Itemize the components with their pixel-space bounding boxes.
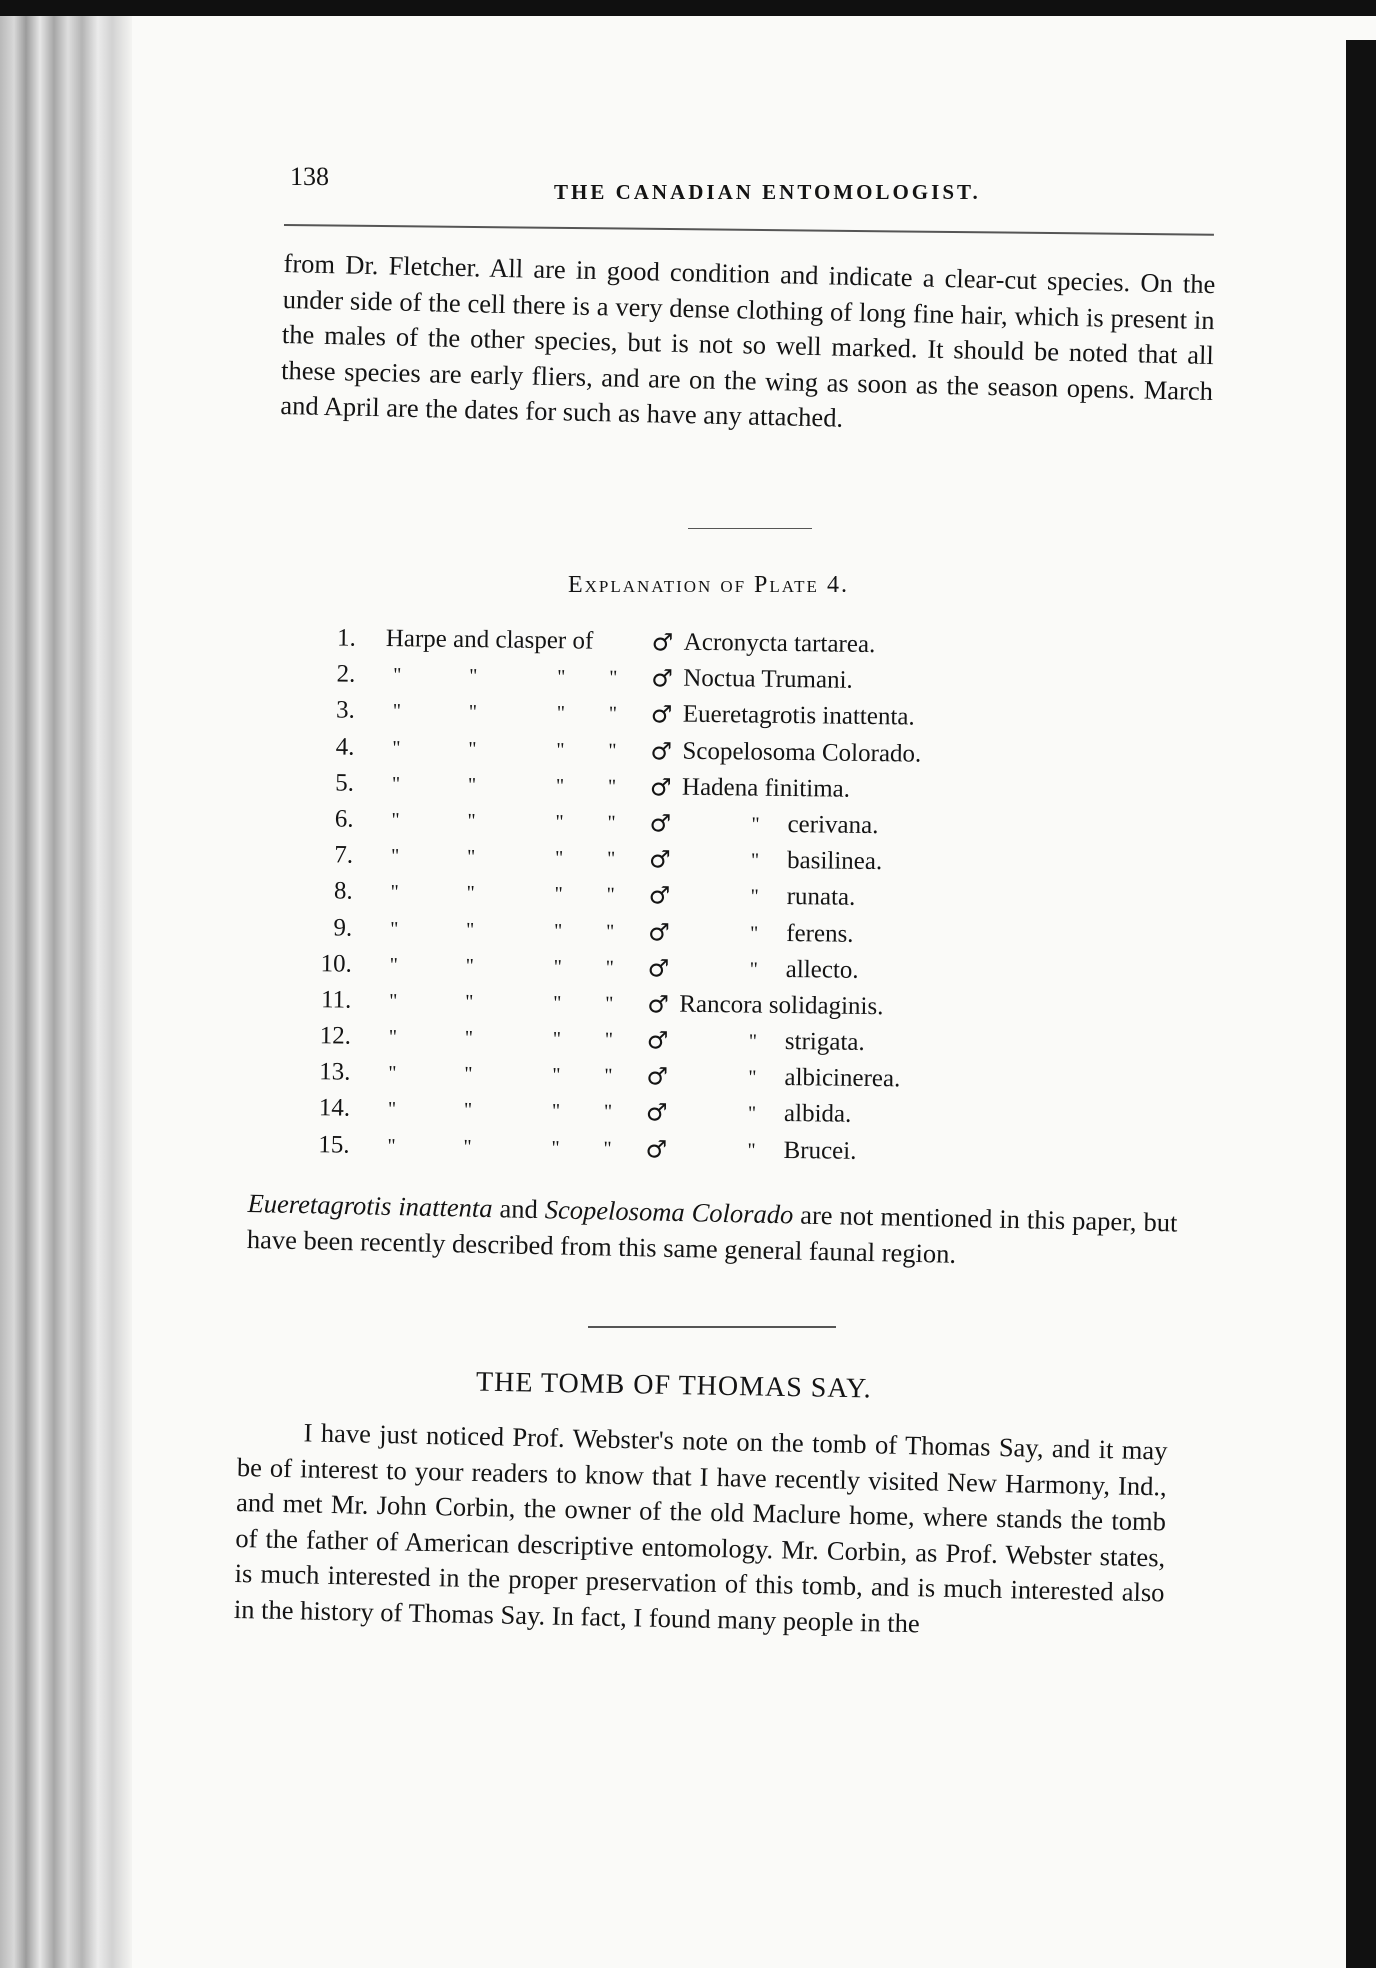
ditto-mark: " <box>391 809 400 832</box>
item-number: 1. <box>336 624 356 652</box>
ditto-mark: " <box>387 1098 397 1121</box>
male-symbol: ♂ <box>649 773 672 802</box>
section-divider <box>688 528 812 529</box>
ditto-mark: " <box>387 1134 396 1157</box>
male-symbol: ♂ <box>648 845 671 874</box>
item-description: Harpe and clasper of <box>385 625 594 655</box>
ditto-mark: " <box>557 666 566 689</box>
genus-ditto-mark: " <box>750 885 759 908</box>
species-name: basilinea. <box>786 847 883 876</box>
ditto-mark: " <box>391 772 401 795</box>
ditto-mark: " <box>466 846 476 869</box>
ditto-mark: " <box>604 1065 613 1088</box>
item-number: 6. <box>334 805 354 833</box>
ditto-mark: " <box>606 847 616 870</box>
species-name: Brucei. <box>783 1136 857 1165</box>
page-number: 138 <box>290 162 329 191</box>
ditto-mark: " <box>554 883 563 906</box>
species-name: Hadena finitima. <box>681 773 851 803</box>
header-rule <box>284 224 1214 236</box>
species-name: ferens. <box>786 919 854 948</box>
male-symbol: ♂ <box>651 664 673 693</box>
species-name: Noctua Trumani. <box>683 664 853 694</box>
male-symbol: ♂ <box>647 990 670 1019</box>
book-gutter <box>0 0 132 1968</box>
ditto-mark: " <box>605 956 614 979</box>
item-number: 4. <box>335 733 355 761</box>
ditto-mark: " <box>464 1063 473 1086</box>
ditto-mark: " <box>607 811 616 834</box>
species-name: Eueretagrotis inattenta. <box>682 701 915 731</box>
item-number: 12. <box>319 1022 352 1050</box>
genus-ditto-mark: " <box>750 849 760 872</box>
plate-note-paragraph <box>247 1186 1178 1276</box>
male-symbol: ♂ <box>646 1026 669 1055</box>
article-body <box>234 1414 1168 1646</box>
plate-explanation-list <box>293 620 1020 1172</box>
ditto-mark: " <box>556 702 566 725</box>
note-text: and <box>492 1193 546 1225</box>
item-number: 14. <box>318 1094 351 1123</box>
ditto-mark: " <box>392 700 402 723</box>
species-name-italic: Eueretagrotis inattenta <box>247 1187 493 1224</box>
ditto-mark: " <box>389 953 399 976</box>
genus-ditto-mark: " <box>748 1030 758 1053</box>
species-name: runata. <box>786 883 856 912</box>
ditto-mark: " <box>604 1028 614 1051</box>
paragraph-text: from Dr. Fletcher. All are in good condition and indicate a clear-cut species. On the under side of the cell there is a very dense clothing of long fine hair, which is present in the males of the other species, but is not so well marked. It should be noted that all these species are early fliers, and are on the wing as soon as the season opens. March and April are the dates for such as have any attached. <box>280 247 1216 433</box>
ditto-mark: " <box>556 738 565 761</box>
male-symbol: ♂ <box>650 700 673 729</box>
article-title: THE TOMB OF THOMAS SAY. <box>475 1366 872 1405</box>
ditto-mark: " <box>606 884 615 907</box>
ditto-mark: " <box>553 955 562 978</box>
species-name-italic: Scopelosoma Colorado <box>544 1194 794 1230</box>
ditto-mark: " <box>551 1100 561 1123</box>
ditto-mark: " <box>555 811 564 834</box>
genus-ditto-mark: " <box>751 813 760 836</box>
ditto-mark: " <box>463 1099 473 1122</box>
genus-ditto-mark: " <box>748 1066 757 1089</box>
ditto-mark: " <box>603 1101 613 1124</box>
ditto-mark: " <box>390 917 399 940</box>
item-number: 7. <box>334 841 354 869</box>
paragraph-continued <box>280 246 1216 445</box>
ditto-mark: " <box>553 919 563 942</box>
scan-top-border <box>0 0 1376 16</box>
ditto-mark: " <box>466 882 475 905</box>
species-name: cerivana. <box>787 810 879 840</box>
ditto-mark: " <box>468 737 477 760</box>
ditto-mark: " <box>392 736 401 759</box>
scan-right-border <box>1346 40 1376 1968</box>
item-number: 3. <box>335 696 356 725</box>
species-name: Scopelosoma Colorado. <box>682 737 922 768</box>
article-divider <box>588 1326 836 1328</box>
ditto-mark: " <box>464 1027 474 1050</box>
ditto-mark: " <box>468 701 478 724</box>
ditto-mark: " <box>608 703 618 726</box>
ditto-mark: " <box>393 664 402 687</box>
genus-ditto-mark: " <box>749 958 758 981</box>
ditto-mark: " <box>608 739 617 762</box>
male-symbol: ♂ <box>645 1134 668 1164</box>
genus-ditto-mark: " <box>747 1102 757 1126</box>
ditto-mark: " <box>465 990 474 1014</box>
ditto-mark: " <box>469 665 478 688</box>
ditto-mark: " <box>390 845 400 868</box>
ditto-mark: " <box>609 666 618 690</box>
species-name: strigata. <box>784 1028 865 1056</box>
ditto-mark: " <box>551 1136 560 1159</box>
species-name: allecto. <box>785 955 859 984</box>
ditto-mark: " <box>467 809 476 833</box>
ditto-mark: " <box>555 774 565 797</box>
ditto-mark: " <box>552 1028 562 1051</box>
ditto-mark: " <box>552 1064 561 1087</box>
species-name: albida. <box>783 1100 852 1129</box>
note-text: are not mentioned in this paper, but have been recently described from this same general faunal region. <box>246 1199 1178 1269</box>
running-head: THE CANADIAN ENTOMOLOGIST. <box>554 180 981 204</box>
item-number: 15. <box>318 1130 350 1159</box>
ditto-mark: " <box>605 920 615 943</box>
ditto-mark: " <box>463 1135 472 1158</box>
explanation-heading: Explanation of Plate 4. <box>568 572 849 598</box>
ditto-mark: " <box>467 773 477 796</box>
ditto-mark: " <box>390 881 399 904</box>
male-symbol: ♂ <box>648 917 670 947</box>
ditto-mark: " <box>465 954 475 977</box>
ditto-mark: " <box>466 918 475 941</box>
male-symbol: ♂ <box>651 628 674 657</box>
ditto-mark: " <box>554 847 564 870</box>
ditto-mark: " <box>389 989 398 1013</box>
ditto-mark: " <box>388 1062 397 1085</box>
article-body-text: I have just noticed Prof. Webster's note on the tomb of Thomas Say, and it may be of interest to your readers to know that I have recently visited New Harmony, Ind., and met Mr. John Corbin, the owner of the old Maclure home, where stands the tomb of the father of American descriptive entomology. Mr. Corbin, as Prof. Webster states, is much interested in the proper preservation of this tomb, and is much interested also in the history of Thomas Say. In fact, I found many people in the <box>233 1417 1168 1638</box>
male-symbol: ♂ <box>649 809 672 838</box>
plate-note-text <box>247 1186 1178 1276</box>
item-number: 13. <box>319 1058 351 1086</box>
genus-ditto-mark: " <box>747 1139 756 1162</box>
ditto-mark: " <box>607 775 617 798</box>
male-symbol: ♂ <box>645 1098 668 1127</box>
male-symbol: ♂ <box>648 881 671 910</box>
male-symbol: ♂ <box>647 953 670 983</box>
item-number: 5. <box>335 769 355 797</box>
item-number: 2. <box>336 660 356 688</box>
item-number: 11. <box>320 986 352 1014</box>
male-symbol: ♂ <box>646 1062 669 1091</box>
ditto-mark: " <box>388 1026 398 1049</box>
genus-ditto-mark: " <box>749 922 759 945</box>
ditto-mark: " <box>603 1137 612 1160</box>
ditto-mark: " <box>553 991 562 1015</box>
item-number: 9. <box>333 913 353 942</box>
male-symbol: ♂ <box>650 736 673 766</box>
item-number: 10. <box>320 949 352 978</box>
species-name: albicinerea. <box>784 1064 901 1093</box>
item-number: 8. <box>333 877 353 905</box>
ditto-mark: " <box>605 992 614 1015</box>
species-name: Rancora solidaginis. <box>679 990 884 1021</box>
plate-item <box>293 1127 1013 1172</box>
species-name: Acronycta tartarea. <box>683 628 876 659</box>
